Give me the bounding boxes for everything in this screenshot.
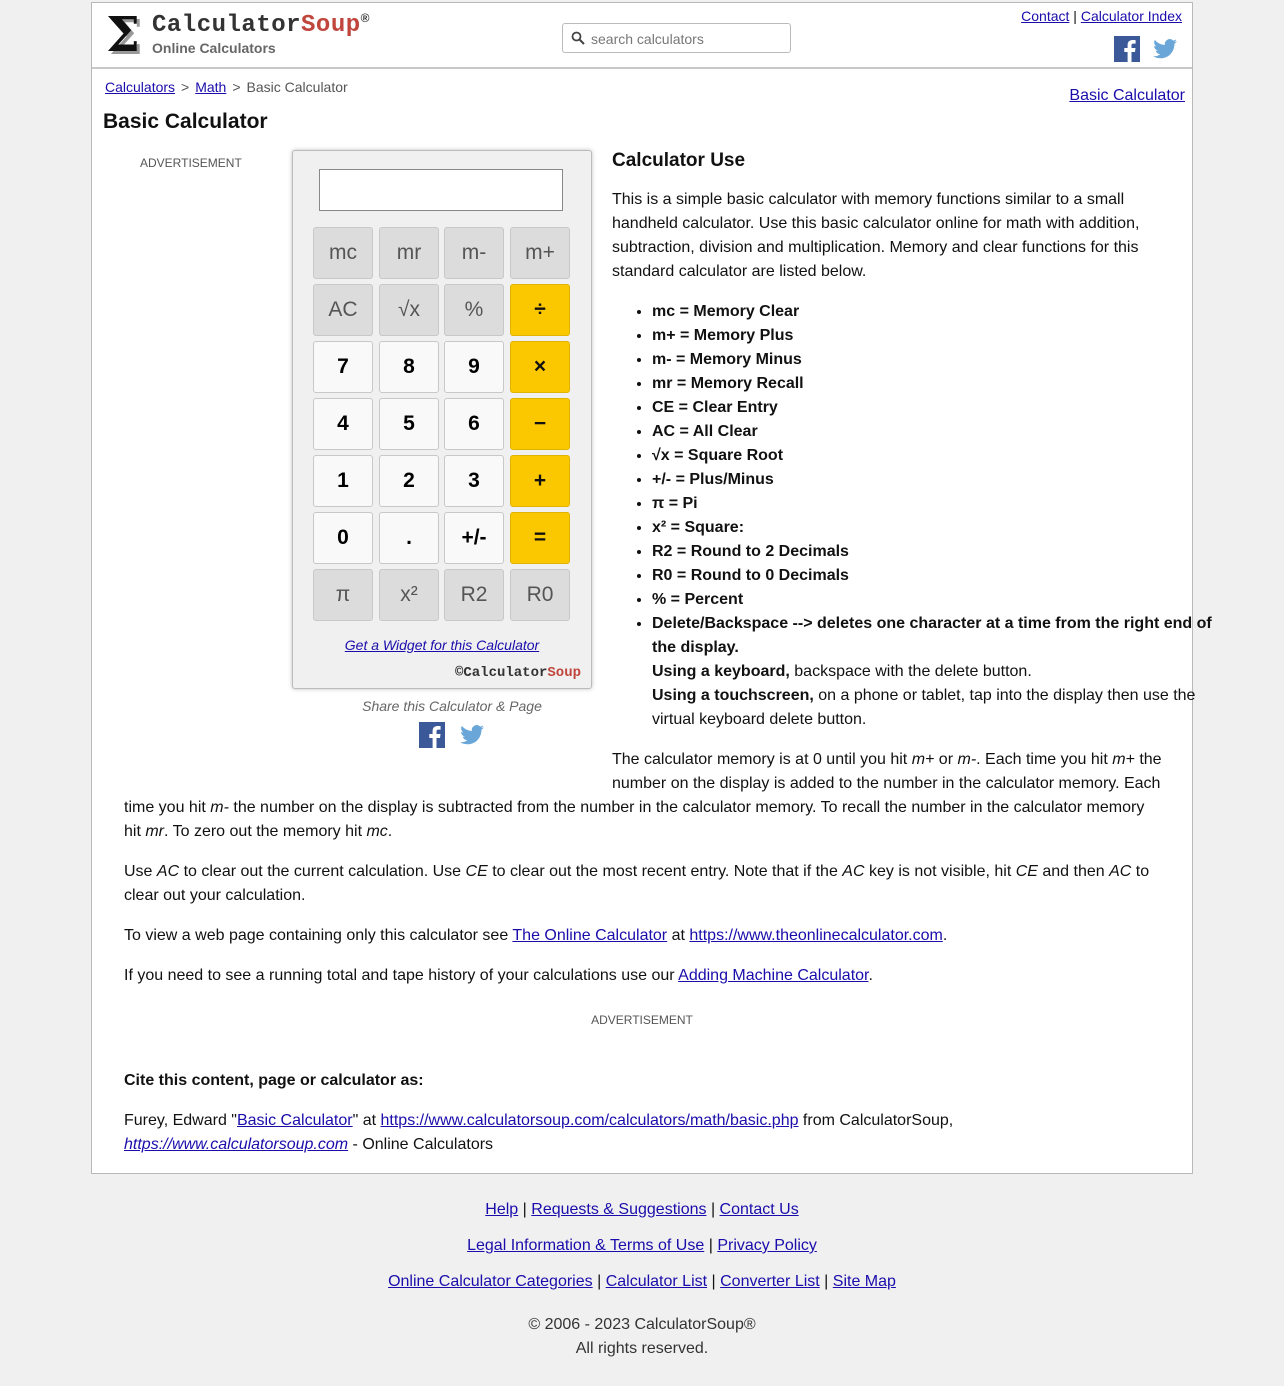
facebook-icon[interactable]	[1114, 36, 1140, 62]
footer-copyright	[0, 1313, 1284, 1361]
rights-line: All rights reserved.	[575, 1340, 709, 1357]
page-title: Basic Calculator	[103, 110, 268, 133]
advertisement-label: ADVERTISEMENT	[140, 156, 242, 170]
get-widget-link[interactable]: Get a Widget for this Calculator	[344, 637, 540, 653]
logo-name: Calculator	[152, 12, 302, 39]
key-name: CE	[1015, 863, 1038, 880]
breadcrumb-separator: >	[232, 79, 241, 95]
memory-plus-key[interactable]: m+	[510, 227, 570, 279]
share-icons	[419, 722, 495, 748]
key-name: m-	[210, 799, 229, 816]
adding-machine-link[interactable]: Adding Machine Calculator	[678, 967, 869, 984]
text-run: the number on the display is added to the number in the calculator memory. Each time you hit	[124, 751, 1162, 816]
list-item: • mr = Memory Recall	[652, 372, 1212, 396]
digit-0-key[interactable]: 0	[313, 512, 373, 564]
key-name: CE	[465, 863, 488, 880]
touchscreen-label: Using a touchscreen,	[652, 687, 814, 704]
list-item: • AC = All Clear	[652, 420, 1212, 444]
page-container	[91, 2, 1212, 1174]
key-name: m+	[911, 751, 935, 768]
calculator-widget	[292, 150, 592, 689]
equals-key[interactable]: =	[510, 512, 570, 564]
percent-key[interactable]: %	[444, 284, 504, 336]
search-icon[interactable]	[571, 31, 585, 45]
footer-converter-list-link[interactable]: Converter List	[720, 1273, 820, 1290]
breadcrumb-separator: >	[181, 79, 190, 95]
multiply-key[interactable]: ×	[510, 341, 570, 393]
footer-contact-link[interactable]: Contact Us	[719, 1201, 799, 1218]
footer-legal-link[interactable]: Legal Information & Terms of Use	[467, 1237, 705, 1254]
memory-minus-key[interactable]: m-	[444, 227, 504, 279]
round-2-key[interactable]: R2	[444, 569, 504, 621]
text-run: to clear out the current calculation. Use	[179, 863, 466, 880]
calculator-display[interactable]	[319, 169, 563, 211]
facebook-icon[interactable]	[419, 722, 445, 748]
all-clear-key[interactable]: AC	[313, 284, 373, 336]
text-run: . To zero out the memory hit	[164, 823, 367, 840]
divide-key[interactable]: ÷	[510, 284, 570, 336]
list-item: • CE = Clear Entry	[652, 396, 1212, 420]
touchscreen-text: on a phone or tablet, tap into the display then use the virtual keyboard delete button.	[652, 687, 1196, 728]
text-run: from CalculatorSoup,	[798, 1112, 954, 1129]
round-0-key[interactable]: R0	[510, 569, 570, 621]
backspace-text: Delete/Backspace --> deletes one character at a time from the right end of the display.	[652, 615, 1212, 656]
memory-clear-key[interactable]: mc	[313, 227, 373, 279]
digit-1-key[interactable]: 1	[313, 455, 373, 507]
logo-sigma-icon[interactable]: Σ	[106, 7, 140, 63]
site-header	[92, 3, 1192, 69]
digit-3-key[interactable]: 3	[444, 455, 504, 507]
tape-paragraph	[124, 964, 1164, 988]
key-function-list	[612, 300, 1212, 732]
keyboard-label: Using a keyboard,	[652, 663, 790, 680]
list-item: • % = Percent	[652, 588, 1212, 612]
text-run: at	[667, 927, 690, 944]
digit-8-key[interactable]: 8	[379, 341, 439, 393]
footer-separator: |	[522, 1201, 527, 1218]
site-footer	[0, 1198, 1284, 1306]
pi-key[interactable]: π	[313, 569, 373, 621]
list-item: • R2 = Round to 2 Decimals	[652, 540, 1212, 564]
copyright-symbol: ©	[454, 665, 464, 681]
logo-soup: Soup	[301, 12, 361, 39]
footer-site-map-link[interactable]: Site Map	[832, 1273, 896, 1290]
add-key[interactable]: +	[510, 455, 570, 507]
online-calculator-link[interactable]: The Online Calculator	[512, 927, 668, 944]
footer-calculator-list-link[interactable]: Calculator List	[605, 1273, 708, 1290]
cite-paragraph	[124, 1109, 1164, 1157]
search-box	[562, 23, 791, 53]
copyright-line: © 2006 - 2023 CalculatorSoup®	[528, 1316, 756, 1333]
text-run: key is not visible, hit	[864, 863, 1016, 880]
copyright-soup: Soup	[547, 665, 581, 681]
keyboard-text: backspace with the delete button.	[789, 663, 1032, 680]
digit-4-key[interactable]: 4	[313, 398, 373, 450]
cite-site-url-link[interactable]	[124, 1136, 348, 1153]
cite-page-url-link[interactable]: https://www.calculatorsoup.com/calculators/math/basic.php	[380, 1112, 799, 1129]
top-links	[1021, 8, 1182, 24]
clear-paragraph	[124, 860, 1164, 908]
top-links-separator: |	[1073, 8, 1077, 24]
memory-paragraph	[124, 748, 1164, 844]
digit-7-key[interactable]: 7	[313, 341, 373, 393]
breadcrumb-current: Basic Calculator	[246, 79, 348, 95]
footer-requests-link[interactable]: Requests & Suggestions	[531, 1201, 707, 1218]
intro-paragraph: This is a simple basic calculator with memory functions similar to a small handheld calculator. Use this basic calculator online for math with addition, subtraction, division and multiplication. Memory and clear functions for this standard calculator are listed below.	[612, 191, 1140, 280]
text-run: .	[868, 967, 873, 984]
decimal-key[interactable]: .	[379, 512, 439, 564]
key-name: AC	[842, 863, 865, 880]
footer-row	[0, 1270, 1284, 1306]
key-name: mr	[145, 823, 164, 840]
copyright-name: Calculator	[463, 665, 548, 681]
digit-6-key[interactable]: 6	[444, 398, 504, 450]
text-run: .	[942, 927, 948, 944]
social-top	[1106, 36, 1178, 62]
text-run: to clear out your calculation.	[124, 863, 1150, 904]
text-run: To view a web page containing only this calculator see	[124, 927, 513, 944]
basic-calculator-link[interactable]: Basic Calculator	[1069, 87, 1185, 104]
footer-separator: |	[824, 1273, 829, 1290]
square-root-key[interactable]: √x	[379, 284, 439, 336]
text-run: and then	[1037, 863, 1110, 880]
footer-help-link[interactable]: Help	[485, 1201, 519, 1218]
breadcrumb-calculators[interactable]: Calculators	[105, 79, 176, 95]
logo-tagline: Online Calculators	[152, 40, 276, 56]
advertisement-label: ADVERTISEMENT	[591, 1013, 693, 1027]
breadcrumb-math[interactable]: Math	[195, 79, 227, 95]
footer-categories-link[interactable]: Online Calculator Categories	[388, 1273, 593, 1290]
footer-separator: |	[708, 1237, 713, 1254]
text-run: .	[387, 823, 393, 840]
digit-5-key[interactable]: 5	[379, 398, 439, 450]
text-run: Furey, Edward "	[124, 1112, 237, 1129]
calculator-index-link[interactable]: Calculator Index	[1080, 8, 1182, 24]
list-item: • m- = Memory Minus	[652, 348, 1212, 372]
logo-registered: ®	[360, 11, 370, 25]
share-label: Share this Calculator & Page	[362, 698, 542, 714]
list-item: • +/- = Plus/Minus	[652, 468, 1212, 492]
logo-wordmark[interactable]	[152, 11, 370, 39]
text-run: or	[934, 751, 958, 768]
plus-minus-key[interactable]: +/-	[444, 512, 504, 564]
square-key[interactable]: x²	[379, 569, 439, 621]
key-name: m-	[957, 751, 977, 768]
footer-separator: |	[711, 1273, 716, 1290]
twitter-icon[interactable]	[459, 722, 485, 748]
breadcrumb	[105, 79, 348, 95]
digit-2-key[interactable]: 2	[379, 455, 439, 507]
key-name: mc	[366, 823, 388, 840]
cite-site-url-text: https://www.calculatorsoup.com	[124, 1136, 349, 1153]
list-item: • R0 = Round to 0 Decimals	[652, 564, 1212, 588]
view-paragraph	[124, 924, 1164, 948]
list-item: • mc = Memory Clear	[652, 300, 1212, 324]
footer-row	[0, 1234, 1284, 1270]
text-run: - Online Calculators	[348, 1136, 494, 1153]
text-run: . Each time you hit	[976, 751, 1113, 768]
text-run: " at	[352, 1112, 381, 1129]
calculator-copyright	[455, 665, 581, 681]
list-item: • π = Pi	[652, 492, 1212, 516]
text-run: to clear out the most recent entry. Note that if the	[487, 863, 843, 880]
footer-row	[0, 1198, 1284, 1234]
list-item-backspace	[652, 612, 1212, 732]
cite-heading: Cite this content, page or calculator as:	[124, 1072, 424, 1089]
key-name: AC	[156, 863, 180, 880]
online-calculator-url-link[interactable]: https://www.theonlinecalculator.com	[689, 927, 943, 944]
footer-separator: |	[597, 1273, 602, 1290]
text-run: The calculator memory is at 0 until you hit	[612, 751, 912, 768]
footer-separator: |	[710, 1201, 716, 1218]
list-item: • x² = Square:	[652, 516, 1212, 540]
text-run: If you need to see a running total and tape history of your calculations use our	[124, 967, 679, 984]
key-name: m+	[1112, 751, 1135, 768]
cite-basic-calculator-link[interactable]: Basic Calculator	[236, 1112, 353, 1129]
text-run: Use	[124, 863, 157, 880]
twitter-icon[interactable]	[1152, 36, 1178, 62]
calculator-use-heading: Calculator Use	[612, 150, 746, 171]
list-item: • m+ = Memory Plus	[652, 324, 1212, 348]
key-name: AC	[1109, 863, 1132, 880]
memory-recall-key[interactable]: mr	[379, 227, 439, 279]
footer-privacy-link[interactable]: Privacy Policy	[717, 1237, 817, 1254]
subtract-key[interactable]: −	[510, 398, 570, 450]
digit-9-key[interactable]: 9	[444, 341, 504, 393]
contact-link[interactable]: Contact	[1021, 8, 1070, 24]
float-spacer	[124, 748, 612, 788]
text-run: the number on the display is subtracted from the number in the calculator memory. To recall the number in the calculator memory hit	[124, 799, 1145, 840]
list-item: • √x = Square Root	[652, 444, 1212, 468]
search-input[interactable]	[589, 28, 789, 50]
